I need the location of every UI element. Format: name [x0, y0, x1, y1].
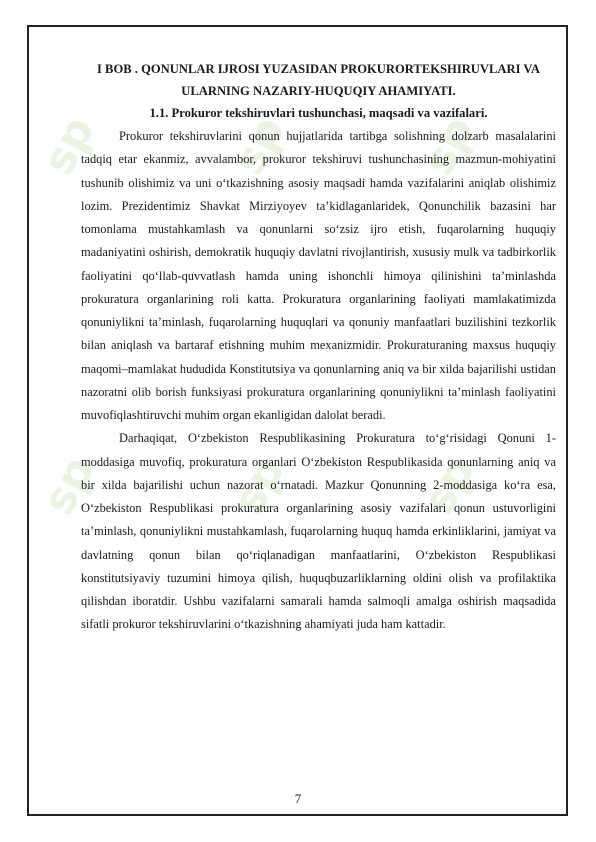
watermark-icon: sp	[32, 448, 105, 523]
page-content	[81, 58, 556, 637]
watermark-icon: sp	[222, 448, 295, 523]
paragraph: Prokuror tekshiruvlarini qonun hujjatlarida tartibga solishning dolzarb masalalarini tadqiq etar ekanmiz, avvalambor, prokuror tekshiruvi tushunchasining mazmun-mohiyatini tushunib olishimiz va uni o‘tkazishning asosiy maqsadi hamda vazifalarini aniqlab olishimiz lozim. Prezidentimiz Shavkat Mirziyoyev ta’kidlaganlaridek, Qonunchilik bazasini har tomonlama mustahkamlash va qonunlarni so‘zsiz ijro etish, fuqarolarning huquqiy madaniyatini oshirish, demokratik huquqiy davlatni rivojlantirish, xususiy mulk va tadbirkorlik faoliyatini qo‘llab-quvvatlash hamda uning ishonchli himoya qilinishini ta’minlashda prokuratura organlarining roli katta. Prokuratura organlarining faoliyati mamlakatimizda qonuniylikni ta’minlash, fuqarolarning huquqlari va qonuniy manfaatlari buzilishini tezkorlik bilan aniqlash va bartaraf etishning muhim mexanizmidir. Prokuraturaning maxsus huquqiy maqomi–mamlakat hududida Konstitutsiya va qonunlarning aniq va bir xilda bajarilishi ustidan nazoratni olib borish funksiyasi prokuratura organlarining qonuniylikni ta’minlash faoliyatini muvofiqlashtiruvchi muhim organ ekanligidan dalolat beradi.	[81, 129, 556, 422]
watermark-icon: sp	[32, 108, 105, 183]
paragraph: Darhaqiqat, O‘zbekiston Respublikasining Prokuratura to‘g‘risidagi Qonuni 1-moddasiga muvofiq, prokuratura organlari O‘zbekiston Respublikasida qonunlarning aniq va bir xilda bajarilishi uchun nazorat o‘rnatadi. Mazkur Qonunning 2-moddasiga ko‘ra esa, O‘zbekiston Respublikasi prokuratura organlarining asosiy vazifalari qonun ustuvorligini ta’minlash, qonuniylikni mustahkamlash, fuqarolarning huquq hamda erkinliklarini, jamiyat va davlatning qonun bilan qo‘riqlanadigan manfaatlarini, O‘zbekiston Respublikasi konstitutsiyaviy tuzumini himoya qilish, huquqbuzarliklarning oldini olish va profilaktika qilishdan iboratdir. Ushbu vazifalarni samarali hamda salmoqli amalga oshirish maqsadida sifatli prokuror tekshiruvlarini o‘tkazishning ahamiyati juda ham kattadir.	[81, 431, 556, 632]
chapter-title: I BOB . QONUNLAR IJROSI YUZASIDAN PROKURORTEKSHIRUVLARI VA ULARNING NAZARIY-HUQUQIY AHAMIYATI.	[97, 62, 540, 98]
watermark-icon: sp	[412, 108, 485, 183]
watermark-icon: sp	[412, 448, 485, 523]
section-title: 1.1. Prokuror tekshiruvlari tushunchasi, maqsadi va vazifalari.	[149, 106, 488, 120]
page-number: 7	[294, 791, 302, 806]
watermark-icon: sp	[222, 108, 295, 183]
